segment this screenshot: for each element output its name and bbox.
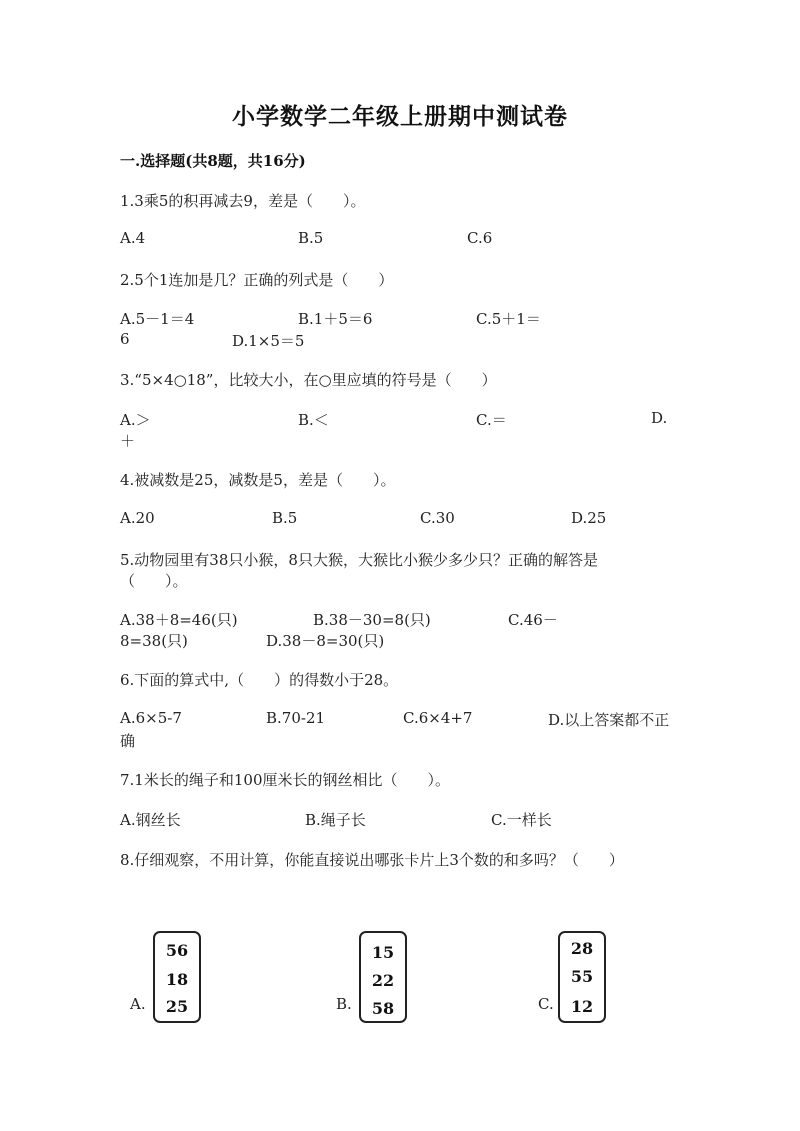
card-c[interactable] [558, 931, 606, 1023]
question-7: 7.1米长的绳子和100厘米长的钢丝相比（ ）。 [120, 771, 450, 789]
q2-option-c[interactable]: C.5＋1＝ [476, 310, 541, 328]
card-a-number-3: 25 [165, 997, 189, 1016]
question-8: 8.仔细观察，不用计算，你能直接说出哪张卡片上3个数的和多吗？（ ） [120, 851, 624, 869]
card-c-number-2: 55 [570, 967, 594, 986]
q3-option-c[interactable]: C.＝ [476, 411, 507, 429]
q2-option-d[interactable]: D.1×5＝5 [232, 332, 305, 350]
q2-option-c-wrap: 6 [120, 330, 130, 348]
q3-option-a[interactable]: A.＞ [120, 411, 151, 429]
q4-option-b[interactable]: B.5 [272, 509, 298, 527]
card-c-label[interactable]: C. [538, 995, 554, 1013]
q1-option-b[interactable]: B.5 [298, 229, 324, 247]
q6-option-b[interactable]: B.70-21 [266, 709, 326, 727]
q1-option-a[interactable]: A.4 [120, 229, 146, 247]
q5-option-d[interactable]: D.38－8=30(只) [266, 632, 385, 650]
q5-option-c[interactable]: C.46－ [508, 611, 558, 629]
card-a[interactable] [153, 931, 201, 1023]
q4-option-c[interactable]: C.30 [420, 509, 455, 527]
q5-option-a[interactable]: A.38＋8=46(只) [120, 611, 238, 629]
question-2: 2.5个1连加是几？正确的列式是（ ） [120, 271, 394, 289]
q2-option-a[interactable]: A.5－1＝4 [120, 310, 195, 328]
page-title: 小学数学二年级上册期中测试卷 [232, 103, 568, 130]
q7-option-c[interactable]: C.一样长 [491, 811, 552, 829]
q6-option-a[interactable]: A.6×5-7 [120, 709, 182, 727]
card-b-label[interactable]: B. [336, 995, 352, 1013]
card-a-number-1: 56 [165, 941, 189, 960]
q5-option-c-wrap: 8=38(只) [120, 632, 188, 650]
question-4: 4.被减数是25，减数是5，差是（ ）。 [120, 471, 396, 489]
q3-option-d-wrap: ＋ [120, 432, 136, 450]
card-c-number-1: 28 [570, 939, 594, 958]
q1-option-c[interactable]: C.6 [467, 229, 493, 247]
question-5: 5.动物园里有38只小猴，8只大猴，大猴比小猴少多少只？正确的解答是 [120, 551, 598, 569]
q4-option-a[interactable]: A.20 [120, 509, 155, 527]
card-a-label[interactable]: A. [130, 995, 146, 1013]
card-a-number-2: 18 [165, 970, 189, 989]
q3-option-d[interactable]: D. [651, 409, 668, 427]
card-b-number-2: 22 [371, 971, 395, 990]
question-5-wrap: （ ）。 [120, 572, 188, 590]
card-b[interactable] [359, 931, 407, 1023]
question-1: 1.3乘5的积再减去9，差是（ ）。 [120, 192, 366, 210]
q7-option-a[interactable]: A.钢丝长 [120, 811, 181, 829]
q4-option-d[interactable]: D.25 [571, 509, 607, 527]
q5-option-b[interactable]: B.38－30=8(只) [313, 611, 431, 629]
q6-option-d-wrap: 确 [120, 732, 136, 750]
q2-option-b[interactable]: B.1＋5＝6 [298, 310, 373, 328]
q6-option-d[interactable]: D.以上答案都不正 [548, 711, 670, 729]
q6-option-c[interactable]: C.6×4+7 [403, 709, 473, 727]
q3-option-b[interactable]: B.＜ [298, 411, 329, 429]
card-b-number-3: 58 [371, 999, 395, 1018]
card-b-number-1: 15 [371, 943, 395, 962]
card-c-number-3: 12 [570, 997, 594, 1016]
section-heading: 一.选择题(共8题，共16分) [120, 152, 306, 170]
question-3: 3.“5×4○18”，比较大小，在○里应填的符号是（ ） [120, 371, 497, 389]
q7-option-b[interactable]: B.绳子长 [305, 811, 366, 829]
question-6: 6.下面的算式中,（ ）的得数小于28。 [120, 671, 399, 689]
